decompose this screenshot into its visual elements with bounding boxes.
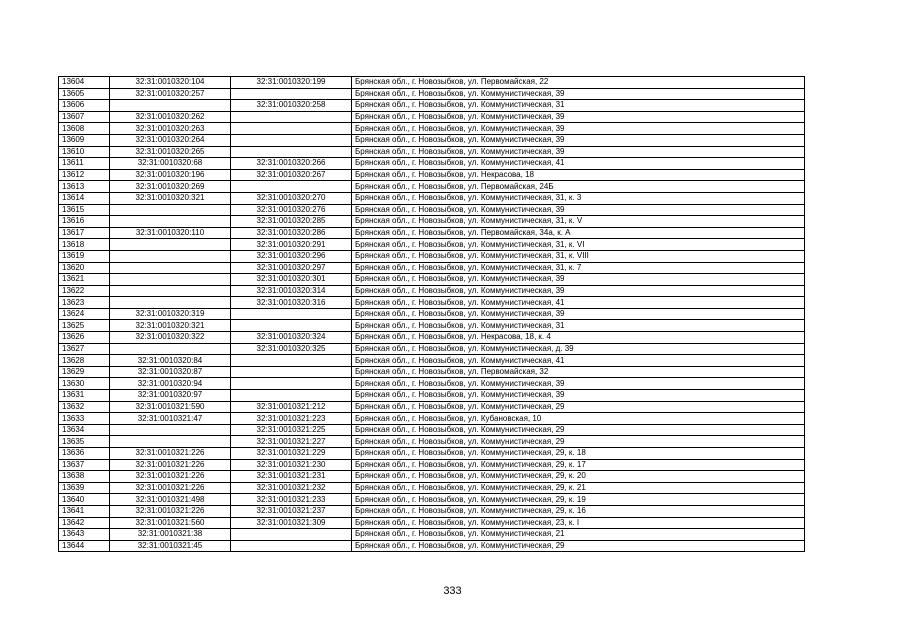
address-cell: Брянская обл., г. Новозыбков, ул. Некрасова, 18, к. 4 xyxy=(352,332,805,344)
cadastral-number-cell: 32:31:0010320:264 xyxy=(110,134,231,146)
table-row xyxy=(59,459,805,471)
cadastral-number-cell: 32:31:0010320:94 xyxy=(110,378,231,390)
address-cell: Брянская обл., г. Новозыбков, ул. Коммунистическая, 41 xyxy=(352,158,805,170)
related-cadastral-number-cell: 32:31:0010320:286 xyxy=(231,227,352,239)
table-row xyxy=(59,88,805,100)
address-cell: Брянская обл., г. Новозыбков, ул. Коммунистическая, 31, к. VI xyxy=(352,239,805,251)
table-row xyxy=(59,134,805,146)
cadastral-number-cell: 32:31:0010320:84 xyxy=(110,355,231,367)
row-number-cell: 13617 xyxy=(59,227,110,239)
address-cell: Брянская обл., г. Новозыбков, ул. Коммунистическая, 41 xyxy=(352,355,805,367)
related-cadastral-number-cell: 32:31:0010321:309 xyxy=(231,517,352,529)
related-cadastral-number-cell xyxy=(231,181,352,193)
table-row xyxy=(59,77,805,89)
cadastral-records-table xyxy=(58,76,805,552)
cadastral-number-cell xyxy=(110,239,231,251)
row-number-cell: 13644 xyxy=(59,540,110,552)
address-cell: Брянская обл., г. Новозыбков, ул. Коммунистическая, 29, к. 18 xyxy=(352,448,805,460)
related-cadastral-number-cell: 32:31:0010320:285 xyxy=(231,216,352,228)
address-cell: Брянская обл., г. Новозыбков, ул. Коммунистическая, 39 xyxy=(352,111,805,123)
table-row xyxy=(59,308,805,320)
address-cell: Брянская обл., г. Новозыбков, ул. Коммунистическая, 29 xyxy=(352,424,805,436)
cadastral-number-cell xyxy=(110,424,231,436)
address-cell: Брянская обл., г. Новозыбков, ул. Коммунистическая, 31 xyxy=(352,100,805,112)
address-cell: Брянская обл., г. Новозыбков, ул. Коммунистическая, 29, к. 21 xyxy=(352,482,805,494)
related-cadastral-number-cell: 32:31:0010321:232 xyxy=(231,482,352,494)
table-row xyxy=(59,413,805,425)
cadastral-number-cell xyxy=(110,250,231,262)
row-number-cell: 13616 xyxy=(59,216,110,228)
address-cell: Брянская обл., г. Новозыбков, ул. Коммунистическая, 29 xyxy=(352,540,805,552)
related-cadastral-number-cell xyxy=(231,529,352,541)
row-number-cell: 13625 xyxy=(59,320,110,332)
cadastral-number-cell: 32:31:0010321:38 xyxy=(110,529,231,541)
cadastral-number-cell: 32:31:0010320:321 xyxy=(110,320,231,332)
address-cell: Брянская обл., г. Новозыбков, ул. Кубановская, 10 xyxy=(352,413,805,425)
related-cadastral-number-cell: 32:31:0010320:324 xyxy=(231,332,352,344)
table-row xyxy=(59,158,805,170)
row-number-cell: 13604 xyxy=(59,77,110,89)
related-cadastral-number-cell: 32:31:0010321:237 xyxy=(231,505,352,517)
table-row xyxy=(59,123,805,135)
address-cell: Брянская обл., г. Новозыбков, ул. Первомайская, 22 xyxy=(352,77,805,89)
related-cadastral-number-cell: 32:31:0010321:230 xyxy=(231,459,352,471)
cadastral-number-cell xyxy=(110,274,231,286)
related-cadastral-number-cell: 32:31:0010320:267 xyxy=(231,169,352,181)
row-number-cell: 13608 xyxy=(59,123,110,135)
cadastral-number-cell xyxy=(110,216,231,228)
cadastral-number-cell: 32:31:0010320:110 xyxy=(110,227,231,239)
row-number-cell: 13605 xyxy=(59,88,110,100)
address-cell: Брянская обл., г. Новозыбков, ул. Коммунистическая, 31, к. V xyxy=(352,216,805,228)
address-cell: Брянская обл., г. Новозыбков, ул. Коммунистическая, 39 xyxy=(352,285,805,297)
row-number-cell: 13610 xyxy=(59,146,110,158)
address-cell: Брянская обл., г. Новозыбков, ул. Коммунистическая, 31, к. VIII xyxy=(352,250,805,262)
row-number-cell: 13614 xyxy=(59,192,110,204)
table-row xyxy=(59,216,805,228)
address-cell: Брянская обл., г. Новозыбков, ул. Коммунистическая, 39 xyxy=(352,123,805,135)
cadastral-number-cell xyxy=(110,285,231,297)
row-number-cell: 13638 xyxy=(59,471,110,483)
cadastral-number-cell: 32:31:0010320:196 xyxy=(110,169,231,181)
table-row xyxy=(59,355,805,367)
row-number-cell: 13609 xyxy=(59,134,110,146)
cadastral-number-cell: 32:31:0010321:45 xyxy=(110,540,231,552)
row-number-cell: 13615 xyxy=(59,204,110,216)
related-cadastral-number-cell: 32:31:0010320:316 xyxy=(231,297,352,309)
table-row xyxy=(59,285,805,297)
row-number-cell: 13628 xyxy=(59,355,110,367)
table-row xyxy=(59,540,805,552)
related-cadastral-number-cell: 32:31:0010321:233 xyxy=(231,494,352,506)
row-number-cell: 13631 xyxy=(59,390,110,402)
related-cadastral-number-cell xyxy=(231,378,352,390)
table-row xyxy=(59,424,805,436)
cadastral-number-cell: 32:31:0010320:263 xyxy=(110,123,231,135)
address-cell: Брянская обл., г. Новозыбков, ул. Коммунистическая, 39 xyxy=(352,204,805,216)
row-number-cell: 13620 xyxy=(59,262,110,274)
related-cadastral-number-cell: 32:31:0010320:276 xyxy=(231,204,352,216)
related-cadastral-number-cell xyxy=(231,146,352,158)
cadastral-number-cell: 32:31:0010320:322 xyxy=(110,332,231,344)
page-number: 333 xyxy=(443,585,462,597)
address-cell: Брянская обл., г. Новозыбков, ул. Коммунистическая, 29, к. 19 xyxy=(352,494,805,506)
table-row xyxy=(59,204,805,216)
table-row xyxy=(59,239,805,251)
cadastral-number-cell xyxy=(110,343,231,355)
cadastral-number-cell: 32:31:0010320:269 xyxy=(110,181,231,193)
row-number-cell: 13636 xyxy=(59,448,110,460)
related-cadastral-number-cell: 32:31:0010321:223 xyxy=(231,413,352,425)
address-cell: Брянская обл., г. Новозыбков, ул. Коммунистическая, 29, к. 16 xyxy=(352,505,805,517)
related-cadastral-number-cell: 32:31:0010320:270 xyxy=(231,192,352,204)
row-number-cell: 13640 xyxy=(59,494,110,506)
related-cadastral-number-cell xyxy=(231,320,352,332)
cadastral-number-cell: 32:31:0010320:262 xyxy=(110,111,231,123)
address-cell: Брянская обл., г. Новозыбков, ул. Коммунистическая, 31 xyxy=(352,320,805,332)
related-cadastral-number-cell: 32:31:0010320:291 xyxy=(231,239,352,251)
related-cadastral-number-cell xyxy=(231,134,352,146)
table-row xyxy=(59,448,805,460)
address-cell: Брянская обл., г. Новозыбков, ул. Коммунистическая, 21 xyxy=(352,529,805,541)
address-cell: Брянская обл., г. Новозыбков, ул. Коммунистическая, 31, к. 3 xyxy=(352,192,805,204)
cadastral-number-cell xyxy=(110,262,231,274)
related-cadastral-number-cell: 32:31:0010320:297 xyxy=(231,262,352,274)
cadastral-number-cell xyxy=(110,297,231,309)
address-cell: Брянская обл., г. Новозыбков, ул. Коммунистическая, д. 39 xyxy=(352,343,805,355)
related-cadastral-number-cell xyxy=(231,111,352,123)
table-row xyxy=(59,250,805,262)
address-cell: Брянская обл., г. Новозыбков, ул. Первомайская, 24Б xyxy=(352,181,805,193)
cadastral-number-cell: 32:31:0010321:226 xyxy=(110,459,231,471)
related-cadastral-number-cell: 32:31:0010320:325 xyxy=(231,343,352,355)
cadastral-number-cell: 32:31:0010320:321 xyxy=(110,192,231,204)
row-number-cell: 13619 xyxy=(59,250,110,262)
cadastral-number-cell: 32:31:0010320:257 xyxy=(110,88,231,100)
cadastral-number-cell: 32:31:0010321:498 xyxy=(110,494,231,506)
row-number-cell: 13629 xyxy=(59,366,110,378)
cadastral-number-cell: 32:31:0010320:265 xyxy=(110,146,231,158)
table-row xyxy=(59,100,805,112)
address-cell: Брянская обл., г. Новозыбков, ул. Коммунистическая, 39 xyxy=(352,88,805,100)
row-number-cell: 13641 xyxy=(59,505,110,517)
cadastral-number-cell: 32:31:0010321:226 xyxy=(110,505,231,517)
row-number-cell: 13639 xyxy=(59,482,110,494)
address-cell: Брянская обл., г. Новозыбков, ул. Первомайская, 34а, к. А xyxy=(352,227,805,239)
row-number-cell: 13635 xyxy=(59,436,110,448)
table-row xyxy=(59,297,805,309)
row-number-cell: 13627 xyxy=(59,343,110,355)
row-number-cell: 13606 xyxy=(59,100,110,112)
cadastral-number-cell xyxy=(110,436,231,448)
cadastral-number-cell: 32:31:0010321:226 xyxy=(110,482,231,494)
related-cadastral-number-cell: 32:31:0010321:212 xyxy=(231,401,352,413)
table-row xyxy=(59,192,805,204)
row-number-cell: 13634 xyxy=(59,424,110,436)
row-number-cell: 13626 xyxy=(59,332,110,344)
related-cadastral-number-cell: 32:31:0010320:301 xyxy=(231,274,352,286)
cadastral-number-cell: 32:31:0010320:87 xyxy=(110,366,231,378)
row-number-cell: 13642 xyxy=(59,517,110,529)
related-cadastral-number-cell: 32:31:0010320:266 xyxy=(231,158,352,170)
cadastral-number-cell: 32:31:0010320:104 xyxy=(110,77,231,89)
table-row xyxy=(59,332,805,344)
address-cell: Брянская обл., г. Новозыбков, ул. Коммунистическая, 39 xyxy=(352,274,805,286)
address-cell: Брянская обл., г. Новозыбков, ул. Коммунистическая, 23, к. I xyxy=(352,517,805,529)
related-cadastral-number-cell xyxy=(231,390,352,402)
row-number-cell: 13622 xyxy=(59,285,110,297)
table-row xyxy=(59,274,805,286)
cadastral-number-cell xyxy=(110,100,231,112)
table-row xyxy=(59,390,805,402)
related-cadastral-number-cell: 32:31:0010321:227 xyxy=(231,436,352,448)
address-cell: Брянская обл., г. Новозыбков, ул. Коммунистическая, 39 xyxy=(352,390,805,402)
row-number-cell: 13612 xyxy=(59,169,110,181)
records-table-body xyxy=(59,77,805,552)
cadastral-number-cell: 32:31:0010321:226 xyxy=(110,471,231,483)
cadastral-number-cell: 32:31:0010320:97 xyxy=(110,390,231,402)
row-number-cell: 13643 xyxy=(59,529,110,541)
cadastral-number-cell xyxy=(110,204,231,216)
table-row xyxy=(59,262,805,274)
cadastral-number-cell: 32:31:0010321:47 xyxy=(110,413,231,425)
table-row xyxy=(59,169,805,181)
address-cell: Брянская обл., г. Новозыбков, ул. Коммунистическая, 29 xyxy=(352,401,805,413)
table-row xyxy=(59,401,805,413)
row-number-cell: 13611 xyxy=(59,158,110,170)
row-number-cell: 13630 xyxy=(59,378,110,390)
address-cell: Брянская обл., г. Новозыбков, ул. Коммунистическая, 41 xyxy=(352,297,805,309)
table-row xyxy=(59,494,805,506)
address-cell: Брянская обл., г. Новозыбков, ул. Коммунистическая, 31, к. 7 xyxy=(352,262,805,274)
table-row xyxy=(59,436,805,448)
table-row xyxy=(59,529,805,541)
address-cell: Брянская обл., г. Новозыбков, ул. Коммунистическая, 29, к. 20 xyxy=(352,471,805,483)
row-number-cell: 13618 xyxy=(59,239,110,251)
table-row xyxy=(59,320,805,332)
table-row xyxy=(59,111,805,123)
related-cadastral-number-cell: 32:31:0010321:229 xyxy=(231,448,352,460)
cadastral-number-cell: 32:31:0010321:560 xyxy=(110,517,231,529)
table-row xyxy=(59,146,805,158)
address-cell: Брянская обл., г. Новозыбков, ул. Первомайская, 32 xyxy=(352,366,805,378)
table-row xyxy=(59,181,805,193)
related-cadastral-number-cell: 32:31:0010320:296 xyxy=(231,250,352,262)
row-number-cell: 13637 xyxy=(59,459,110,471)
row-number-cell: 13624 xyxy=(59,308,110,320)
row-number-cell: 13607 xyxy=(59,111,110,123)
address-cell: Брянская обл., г. Новозыбков, ул. Коммунистическая, 39 xyxy=(352,308,805,320)
table-row xyxy=(59,366,805,378)
related-cadastral-number-cell: 32:31:0010320:199 xyxy=(231,77,352,89)
table-row xyxy=(59,227,805,239)
cadastral-number-cell: 32:31:0010320:319 xyxy=(110,308,231,320)
related-cadastral-number-cell xyxy=(231,540,352,552)
related-cadastral-number-cell xyxy=(231,366,352,378)
table-row xyxy=(59,505,805,517)
cadastral-number-cell: 32:31:0010321:226 xyxy=(110,448,231,460)
row-number-cell: 13632 xyxy=(59,401,110,413)
address-cell: Брянская обл., г. Новозыбков, ул. Коммунистическая, 39 xyxy=(352,378,805,390)
row-number-cell: 13621 xyxy=(59,274,110,286)
address-cell: Брянская обл., г. Новозыбков, ул. Коммунистическая, 39 xyxy=(352,146,805,158)
table-row xyxy=(59,343,805,355)
address-cell: Брянская обл., г. Новозыбков, ул. Некрасова, 18 xyxy=(352,169,805,181)
address-cell: Брянская обл., г. Новозыбков, ул. Коммунистическая, 29, к. 17 xyxy=(352,459,805,471)
table-row xyxy=(59,378,805,390)
address-cell: Брянская обл., г. Новозыбков, ул. Коммунистическая, 39 xyxy=(352,134,805,146)
related-cadastral-number-cell: 32:31:0010321:225 xyxy=(231,424,352,436)
related-cadastral-number-cell: 32:31:0010321:231 xyxy=(231,471,352,483)
row-number-cell: 13633 xyxy=(59,413,110,425)
row-number-cell: 13613 xyxy=(59,181,110,193)
related-cadastral-number-cell xyxy=(231,308,352,320)
related-cadastral-number-cell xyxy=(231,355,352,367)
cadastral-number-cell: 32:31:0010321:590 xyxy=(110,401,231,413)
table-row xyxy=(59,482,805,494)
row-number-cell: 13623 xyxy=(59,297,110,309)
table-row xyxy=(59,517,805,529)
related-cadastral-number-cell xyxy=(231,88,352,100)
cadastral-number-cell: 32:31:0010320:68 xyxy=(110,158,231,170)
related-cadastral-number-cell xyxy=(231,123,352,135)
related-cadastral-number-cell: 32:31:0010320:314 xyxy=(231,285,352,297)
related-cadastral-number-cell: 32:31:0010320:258 xyxy=(231,100,352,112)
table-row xyxy=(59,471,805,483)
address-cell: Брянская обл., г. Новозыбков, ул. Коммунистическая, 29 xyxy=(352,436,805,448)
